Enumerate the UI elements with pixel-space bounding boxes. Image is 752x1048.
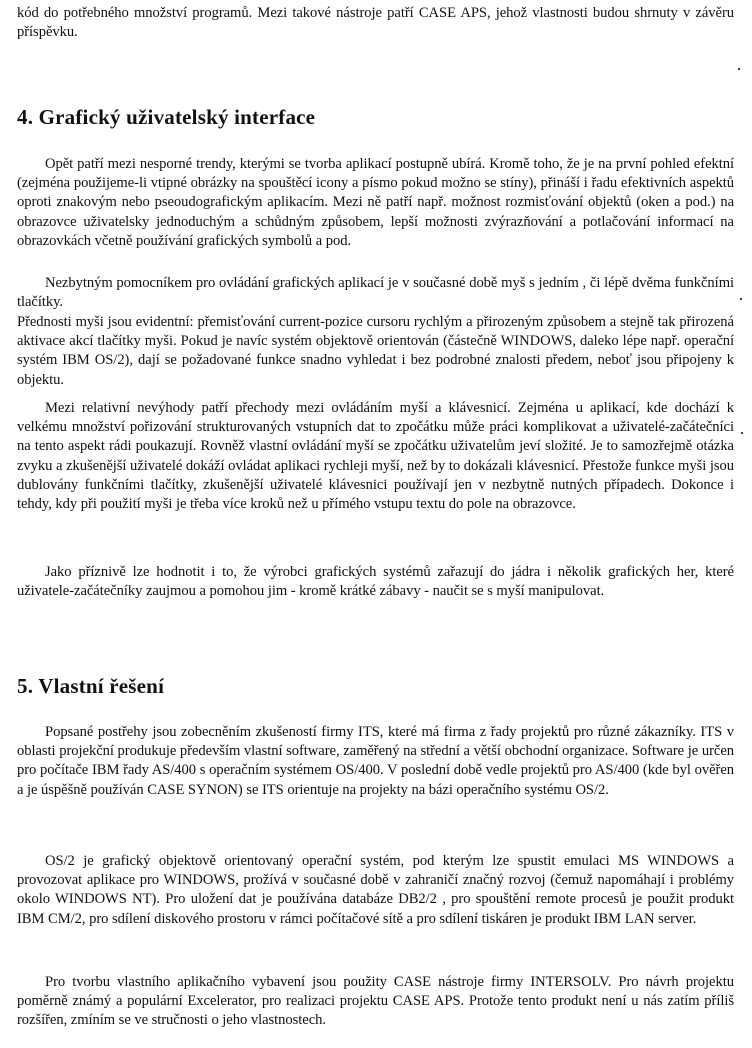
scan-speck bbox=[741, 432, 743, 434]
section-5-paragraph-1: Popsané postřehy jsou zobecněním zkušeností firmy ITS, které má firma z řady projektů pro různé zákazníky. ITS v oblasti projekční produkuje především vlastní software, zaměřený na střední a větší obchodní organizace. Software je určen pro počítače IBM řady AS/400 s operačním systémem OS/400. V poslední době vedle projektů pro AS/400 (kde byl ověřen a je úspěšně používán CASE SYNON) se ITS orientuje na projekty na bázi operačního systému OS/2. bbox=[17, 724, 734, 798]
section-5-paragraph-2: OS/2 je grafický objektově orientovaný operační systém, pod kterým lze spustit emulaci MS WINDOWS a provozovat aplikace pro WINDOWS, prožívá v současné době v zahraničí značný rozvoj (čemuž napomáhají i problémy okolo WINDOWS NT). Pro uložení dat je používána databáze DB2/2 , pro spouštění remote procesů je použit produkt IBM CM/2, pro sdílení diskového prostoru v rámci počítačové sítě a pro sdílení tiskáren je produkt IBM LAN server. bbox=[17, 853, 734, 927]
section-4-paragraph-2: Nezbytným pomocníkem pro ovládání grafických aplikací je v současné době myš s jedním , či lépě dvěma funkčními tlačítky. bbox=[17, 275, 734, 311]
section-4-heading: 4. Grafický uživatelský interface bbox=[17, 105, 316, 129]
section-4-paragraph-4: Mezi relativní nevýhody patří přechody mezi ovládáním myší a klávesnicí. Zejména u aplikací, kde dochází k velkému množství pořizování strukturovaných vstupních dat to zpočátku může práci komplikovat a uživatelé-začátečníci na tento aspekt rádi poukazují. Rovněž vlastní ovládání myší se zpočátku uživatelům jeví složité. Je to samozřejmě otázka zvyku a zkušenější uživatelé dokáží ovládat aplikaci rychleji myší, než by to dokázali klávesnicí. Přestože funkce myši jsou dublovány funkčními tlačítky, zkušenější uživatelé klávesnici používají jen v nezbytně nutných případech. Dokonce i tehdy, kdy při použití myši je třeba více kroků než u přímého vstupu textu do pole na obrazovce. bbox=[17, 400, 734, 513]
section-4-paragraph-1: Opět patří mezi nesporné trendy, kterými se tvorba aplikací postupně ubírá. Kromě toho, že je na první pohled efektní (zejména použijeme-li vtipné obrázky na spouštěcí icony a písmo pokud možno se stíny), přináší i řadu efektivních aspektů oproti znakovým nebo pseoudografickým aplikacím. Mezi ně patří např. možnost rozmisťování objektů (oken a pod.) na obrazovce uživatelsky jednoduchým a schůdným způsobem, lepší možnosti zvýrazňování a potlačování informací na obrazovkách včetně používání grafických symbolů a pod. bbox=[17, 156, 734, 249]
scan-speck bbox=[740, 298, 742, 300]
section-4-paragraph-5: Jako příznivě lze hodnotit i to, že výrobci grafických systémů zařazují do jádra i několik grafických her, které uživatele-začátečníky zaujmou a pomohou jim - kromě krátké zábavy - naučit se s myší manipulovat. bbox=[17, 564, 734, 600]
section-5-heading: 5. Vlastní řešení bbox=[17, 674, 165, 698]
intro-paragraph: kód do potřebného množství programů. Mezi takové nástroje patří CASE APS, jehož vlastnosti budou shrnuty v závěru příspěvku. bbox=[17, 5, 734, 41]
section-5-paragraph-3: Pro tvorbu vlastního aplikačního vybavení jsou použity CASE nástroje firmy INTERSOLV. Pro návrh projektu poměrně známý a populární Excelerator, pro realizaci projektu CASE APS. Protože tento produkt není u nás zatím příliš rozšířen, zmíním se ve stručnosti o jeho vlastnostech. bbox=[17, 974, 734, 1029]
section-4-paragraph-3: Přednosti myši jsou evidentní: přemisťování current-pozice cursoru rychlým a přirozeným způsobem a stejně tak přirozená aktivace akcí tlačítky myši. Pokud je navíc systém objektově orientován (částečně WINDOWS, daleko lépe např. operační systém IBM OS/2), dají se požadované funkce snadno vyhledat i bez podrobné znalosti předem, neboť jsou připojeny k objektu. bbox=[17, 314, 734, 388]
scan-speck bbox=[738, 68, 740, 70]
